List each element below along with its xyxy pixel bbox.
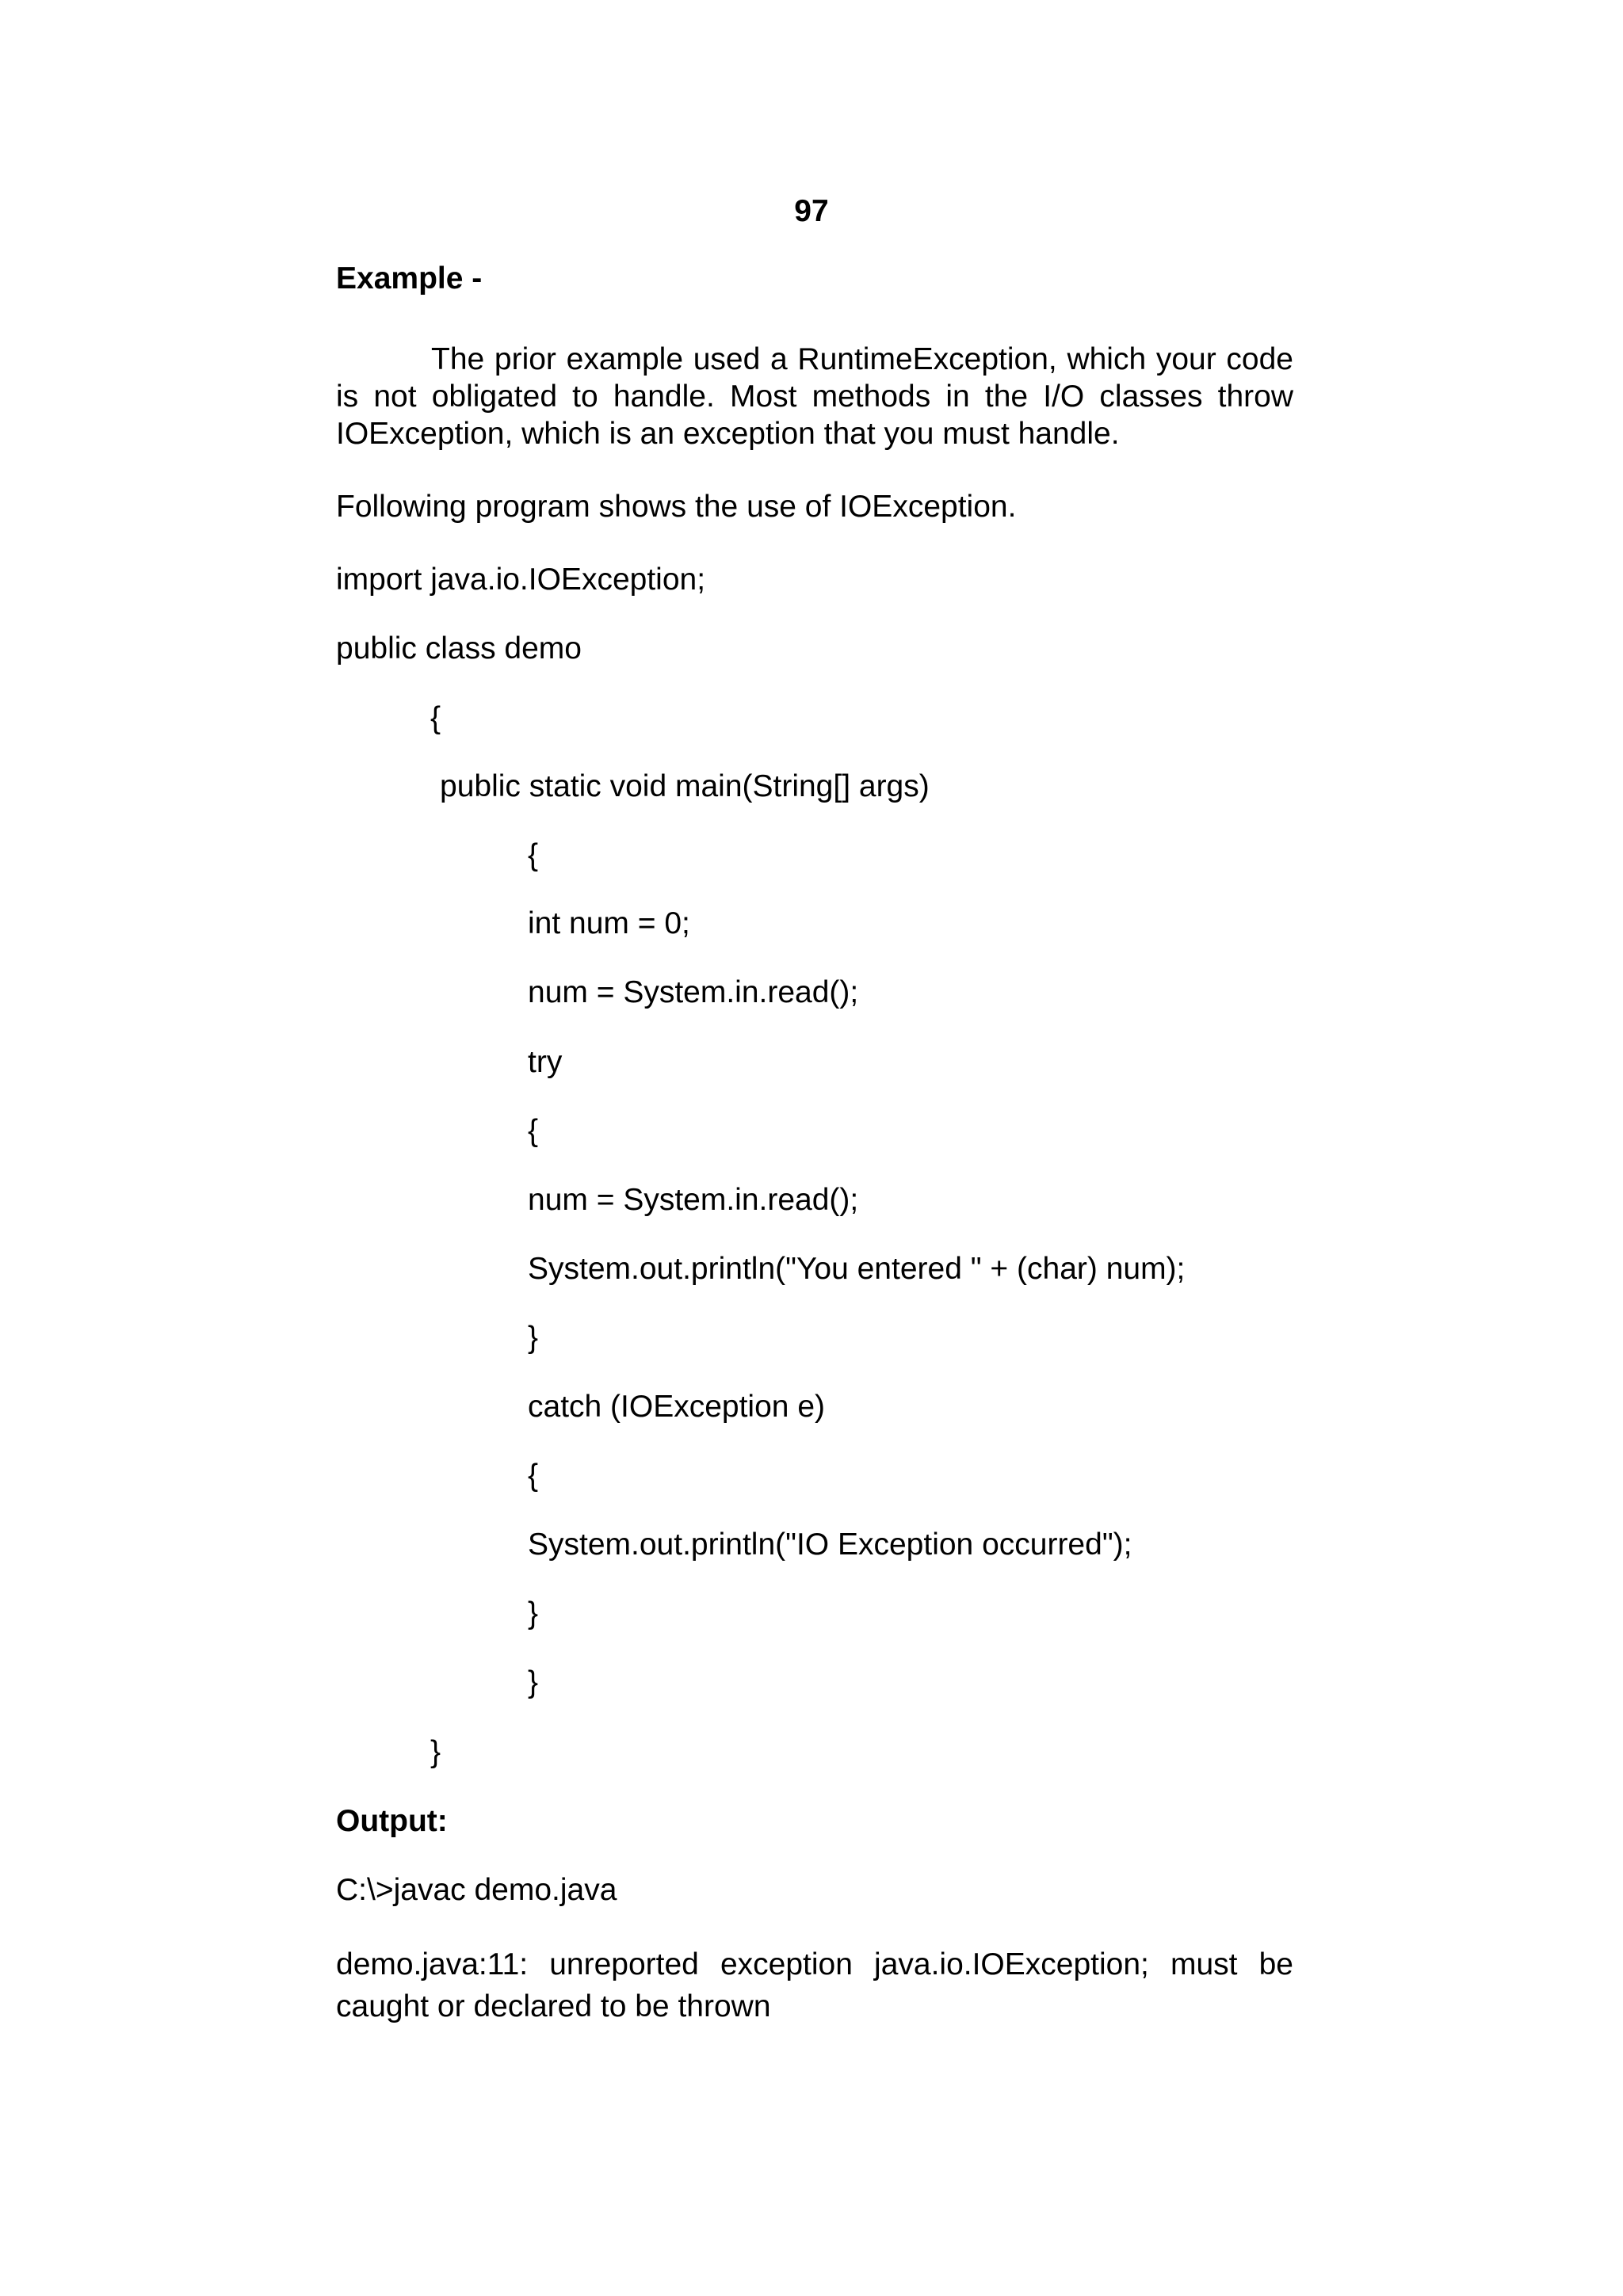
- code-line: }: [528, 1596, 539, 1630]
- example-heading: Example -: [336, 261, 483, 296]
- code-line: System.out.println("IO Exception occurred");: [528, 1527, 1132, 1562]
- code-line: }: [528, 1665, 539, 1699]
- page-number: 97: [794, 194, 829, 228]
- intro-paragraph: [336, 341, 1293, 452]
- lead-in-text: Following program shows the use of IOException.: [336, 490, 1017, 524]
- code-line: num = System.in.read();: [528, 975, 859, 1009]
- code-line: try: [528, 1045, 563, 1079]
- code-line: }: [528, 1321, 539, 1355]
- code-line: {: [430, 701, 441, 735]
- code-line: public class demo: [336, 631, 582, 666]
- code-line: {: [528, 838, 539, 872]
- code-line: catch (IOException e): [528, 1390, 825, 1424]
- output-error-message: demo.java:11: unreported exception java.io.IOException; must be caught or declared to be thrown: [336, 1947, 1293, 2023]
- intro-paragraph-text: The prior example used a RuntimeException, which your code is not obligated to handle. Most methods in the I/O classes throw IOException, which is an exception that you must handle.: [336, 342, 1293, 451]
- code-line: {: [528, 1459, 539, 1493]
- code-line: public static void main(String[] args): [440, 769, 930, 803]
- code-line: int num = 0;: [528, 906, 690, 940]
- code-line: }: [430, 1735, 441, 1769]
- code-line: import java.io.IOException;: [336, 563, 706, 597]
- output-command: C:\>javac demo.java: [336, 1873, 617, 1907]
- code-line: {: [528, 1114, 539, 1148]
- code-line: num = System.in.read();: [528, 1183, 859, 1217]
- code-line: System.out.println("You entered " + (char) num);: [528, 1252, 1186, 1286]
- output-heading: Output:: [336, 1804, 448, 1838]
